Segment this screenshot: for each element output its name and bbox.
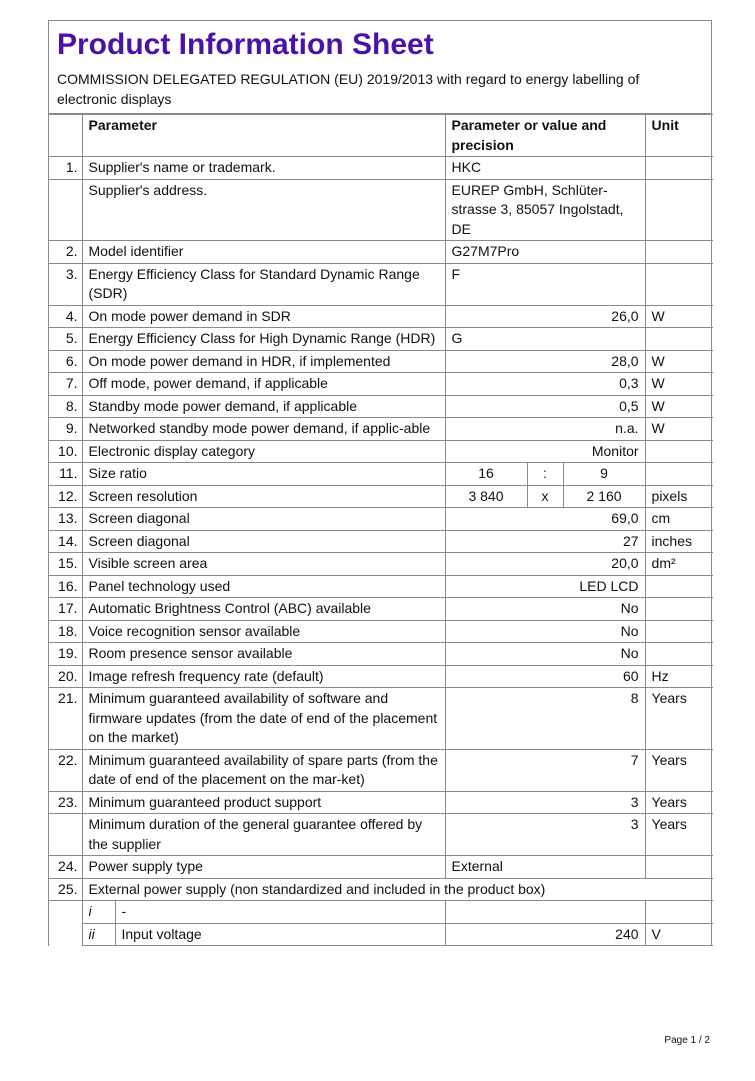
row-number: 8. [49,395,82,418]
table-row [49,418,713,441]
row-number: 24. [49,856,82,879]
sub-item-number: ii [82,923,115,946]
product-information-sheet [48,20,712,946]
table-row [49,508,713,531]
table-row [49,878,713,901]
row-value: No [445,620,645,643]
row-unit: Years [645,814,713,856]
row-parameter: Voice recognition sensor available [82,620,445,643]
ratio-width: 16 [445,463,527,486]
row-unit [645,643,713,666]
table-row [49,553,713,576]
row-value: 60 [445,665,645,688]
table-row [49,620,713,643]
row-parameter: Visible screen area [82,553,445,576]
row-unit: W [645,305,713,328]
regulation-subtitle: COMMISSION DELEGATED REGULATION (EU) 2019/2013 with regard to energy labelling of electronic displays [49,65,711,114]
table-row [49,263,713,305]
resolution-width: 3 840 [445,485,527,508]
row-value: 0,5 [445,395,645,418]
row-parameter: Power supply type [82,856,445,879]
row-number: 25. [49,878,82,901]
row-unit [645,901,713,924]
row-unit: Hz [645,665,713,688]
row-value: 0,3 [445,373,645,396]
row-value: No [445,598,645,621]
row-number: 14. [49,530,82,553]
row-unit [645,179,713,241]
row-parameter: Networked standby mode power demand, if applic-able [82,418,445,441]
row-value: n.a. [445,418,645,441]
row-value: 8 [445,688,645,750]
row-parameter: On mode power demand in SDR [82,305,445,328]
table-row [49,575,713,598]
row-number: 12. [49,485,82,508]
resolution-height: 2 160 [563,485,645,508]
table-row [49,179,713,241]
row-unit: dm² [645,553,713,576]
row-parameter: Automatic Brightness Control (ABC) available [82,598,445,621]
table-row [49,530,713,553]
row-unit: inches [645,530,713,553]
row-unit [645,598,713,621]
row-number: 13. [49,508,82,531]
row-parameter: Room presence sensor available [82,643,445,666]
row-value: External [445,856,645,879]
row-unit [645,575,713,598]
row-value: 28,0 [445,350,645,373]
row-unit [645,620,713,643]
row-number: 20. [49,665,82,688]
row-unit [645,263,713,305]
row-number: 3. [49,263,82,305]
row-parameter: External power supply (non standardized and included in the product box) [82,878,713,901]
row-number-blank [49,901,82,924]
table-row [49,901,713,924]
row-value: HKC [445,157,645,180]
row-unit: W [645,395,713,418]
row-parameter: Supplier's name or trademark. [82,157,445,180]
row-parameter: Screen resolution [82,485,445,508]
row-number: 16. [49,575,82,598]
row-value: 3 [445,791,645,814]
row-number: 19. [49,643,82,666]
row-unit [645,241,713,264]
table-row [49,305,713,328]
header-unit: Unit [645,115,713,157]
row-unit [645,856,713,879]
ratio-separator: : [527,463,563,486]
row-parameter: Electronic display category [82,440,445,463]
row-value: 3 [445,814,645,856]
row-value: No [445,643,645,666]
row-unit: Years [645,791,713,814]
row-number-blank [49,923,82,946]
row-value: G [445,328,645,351]
row-value: F [445,263,645,305]
row-number: 22. [49,749,82,791]
row-unit [645,157,713,180]
page-title: Product Information Sheet [57,28,434,61]
row-unit [645,463,713,486]
row-number: 11. [49,463,82,486]
row-value: EUREP GmbH, Schlüter-strasse 3, 85057 Ingolstadt, DE [445,179,645,241]
row-unit: cm [645,508,713,531]
header-number-cell [49,115,82,157]
header-value: Parameter or value and precision [445,115,645,157]
table-row [49,923,713,946]
row-number: 5. [49,328,82,351]
sub-item-number: i [82,901,115,924]
row-value: 69,0 [445,508,645,531]
row-value: LED LCD [445,575,645,598]
table-row [49,241,713,264]
row-number: 21. [49,688,82,750]
row-parameter: Minimum guaranteed availability of spare parts (from the date of end of the placement on the mar-ket) [82,749,445,791]
row-number [49,814,82,856]
row-parameter: Standby mode power demand, if applicable [82,395,445,418]
row-unit [645,328,713,351]
row-unit: V [645,923,713,946]
row-parameter: Supplier's address. [82,179,445,241]
row-number: 7. [49,373,82,396]
table-row [49,814,713,856]
row-parameter: Screen diagonal [82,508,445,531]
sub-item-parameter: Input voltage [115,923,445,946]
table-row [49,395,713,418]
row-parameter: Model identifier [82,241,445,264]
ratio-height: 9 [563,463,645,486]
row-number: 6. [49,350,82,373]
sub-item-parameter: - [115,901,445,924]
row-parameter: Image refresh frequency rate (default) [82,665,445,688]
table-row [49,328,713,351]
row-value: G27M7Pro [445,241,645,264]
row-value [445,901,645,924]
table-header-row [49,115,713,157]
row-number [49,179,82,241]
row-parameter: Minimum guaranteed product support [82,791,445,814]
row-number: 2. [49,241,82,264]
row-unit [645,440,713,463]
row-parameter: Size ratio [82,463,445,486]
row-number: 23. [49,791,82,814]
row-number: 9. [49,418,82,441]
row-value: 7 [445,749,645,791]
row-unit: Years [645,688,713,750]
row-parameter: Minimum guaranteed availability of software and firmware updates (from the date of end of the placement on the market) [82,688,445,750]
table-row [49,688,713,750]
table-row [49,749,713,791]
row-parameter: Energy Efficiency Class for Standard Dynamic Range (SDR) [82,263,445,305]
table-row [49,598,713,621]
row-number: 4. [49,305,82,328]
table-row [49,440,713,463]
row-parameter: Energy Efficiency Class for High Dynamic Range (HDR) [82,328,445,351]
page-number: Page 1 / 2 [664,1035,710,1046]
row-value: 240 [445,923,645,946]
row-number: 1. [49,157,82,180]
row-number: 10. [49,440,82,463]
row-value: Monitor [445,440,645,463]
table-row [49,665,713,688]
row-unit: W [645,350,713,373]
row-value: 26,0 [445,305,645,328]
table-row [49,485,713,508]
table-row [49,643,713,666]
row-value: 20,0 [445,553,645,576]
row-parameter: Off mode, power demand, if applicable [82,373,445,396]
header-parameter: Parameter [82,115,445,157]
row-parameter: Screen diagonal [82,530,445,553]
row-unit: W [645,418,713,441]
row-unit: Years [645,749,713,791]
table-row [49,791,713,814]
row-unit: pixels [645,485,713,508]
row-value: 27 [445,530,645,553]
row-unit: W [645,373,713,396]
row-number: 15. [49,553,82,576]
row-number: 18. [49,620,82,643]
table-row [49,463,713,486]
row-number: 17. [49,598,82,621]
row-parameter: Panel technology used [82,575,445,598]
table-row [49,373,713,396]
product-parameters-table [49,114,713,946]
table-row [49,350,713,373]
resolution-separator: x [527,485,563,508]
row-parameter: Minimum duration of the general guarantee offered by the supplier [82,814,445,856]
table-row [49,157,713,180]
table-row [49,856,713,879]
row-parameter: On mode power demand in HDR, if implemented [82,350,445,373]
